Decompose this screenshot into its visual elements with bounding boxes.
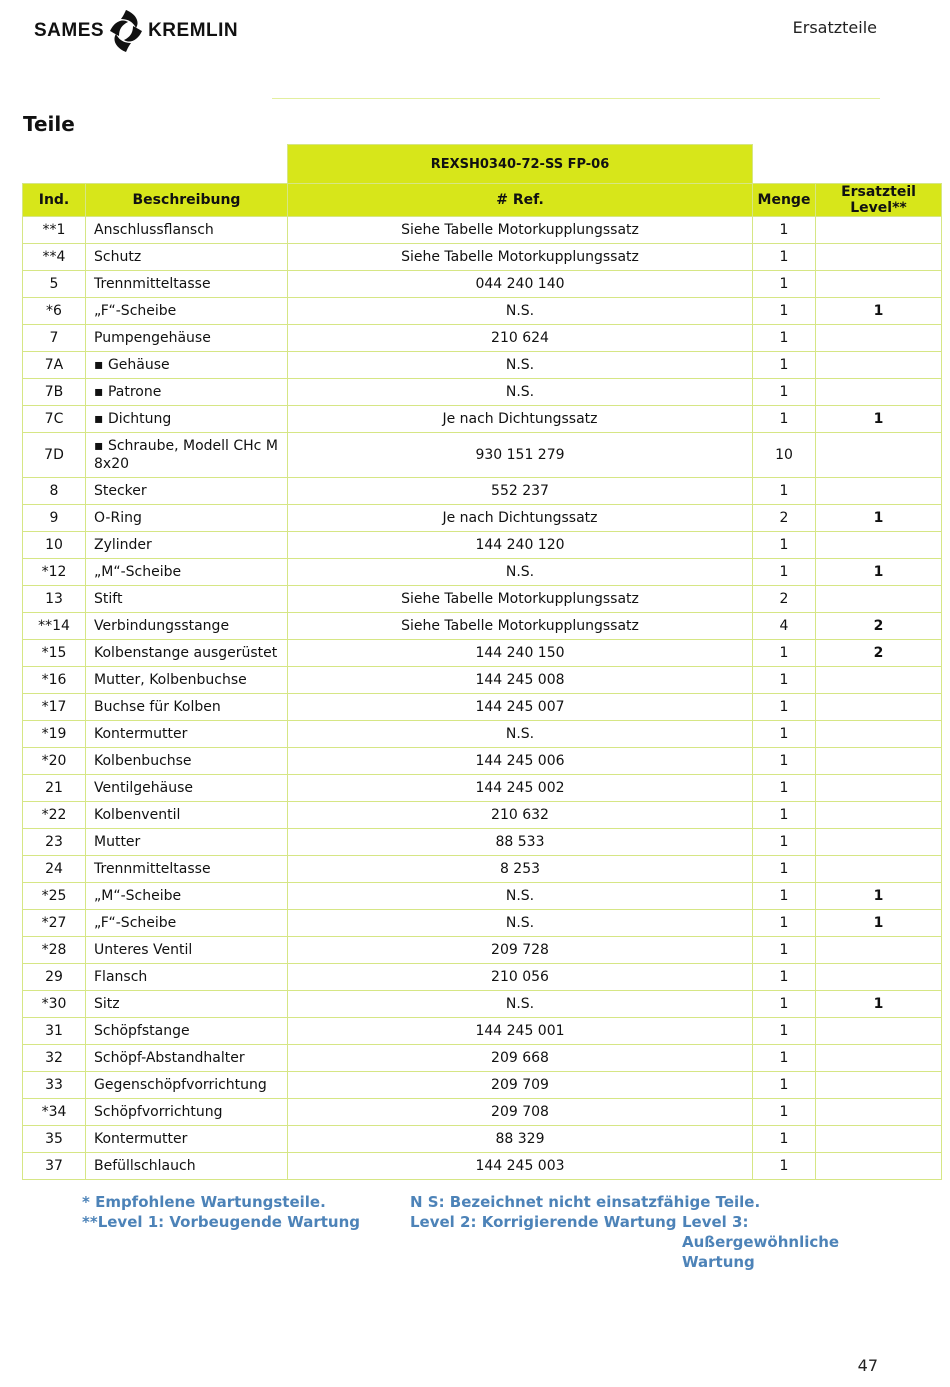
- cell-level: [816, 775, 942, 802]
- cell-ref: 144 240 150: [288, 640, 753, 667]
- table-row: [23, 991, 942, 1018]
- cell-qty: 1: [753, 1099, 816, 1126]
- cell-level: [816, 586, 942, 613]
- cell-level: [816, 1018, 942, 1045]
- section-title: Teile: [23, 112, 75, 136]
- cell-qty: 1: [753, 217, 816, 244]
- cell-qty: 1: [753, 856, 816, 883]
- cell-ind: 32: [23, 1045, 86, 1072]
- cell-ref: Siehe Tabelle Motorkupplungssatz: [288, 217, 753, 244]
- cell-desc: „F“-Scheibe: [86, 910, 288, 937]
- table-header-row: [23, 184, 942, 217]
- header-section-label: Ersatzteile: [792, 18, 877, 37]
- cell-qty: 1: [753, 298, 816, 325]
- cell-desc: Pumpengehäuse: [86, 325, 288, 352]
- cell-ind: *16: [23, 667, 86, 694]
- cell-ref: Je nach Dichtungssatz: [288, 406, 753, 433]
- cell-qty: 1: [753, 1126, 816, 1153]
- cell-desc: Schöpfstange: [86, 1018, 288, 1045]
- table-row: [23, 1126, 942, 1153]
- cell-desc: ▪ Gehäuse: [86, 352, 288, 379]
- cell-desc: Gegenschöpfvorrichtung: [86, 1072, 288, 1099]
- cell-ref: 209 709: [288, 1072, 753, 1099]
- cell-ref: 210 624: [288, 325, 753, 352]
- cell-ref: 88 533: [288, 829, 753, 856]
- cell-ref: 209 668: [288, 1045, 753, 1072]
- cell-ref: 210 056: [288, 964, 753, 991]
- cell-ind: *17: [23, 694, 86, 721]
- cell-ref: 144 240 120: [288, 532, 753, 559]
- cell-desc: Trennmitteltasse: [86, 271, 288, 298]
- cell-ref: Je nach Dichtungssatz: [288, 505, 753, 532]
- cell-ind: 7A: [23, 352, 86, 379]
- cell-ref: N.S.: [288, 379, 753, 406]
- table-row: [23, 406, 942, 433]
- cell-ref: 144 245 002: [288, 775, 753, 802]
- table-row: [23, 910, 942, 937]
- cell-qty: 1: [753, 1018, 816, 1045]
- cell-ind: *15: [23, 640, 86, 667]
- cell-desc: Stift: [86, 586, 288, 613]
- cell-level: [816, 964, 942, 991]
- column-header-desc: Beschreibung: [86, 184, 288, 217]
- cell-ref: 88 329: [288, 1126, 753, 1153]
- cell-ind: 31: [23, 1018, 86, 1045]
- cell-desc: Mutter: [86, 829, 288, 856]
- cell-qty: 2: [753, 505, 816, 532]
- table-row: [23, 748, 942, 775]
- model-row: [23, 145, 942, 184]
- cell-ind: 8: [23, 478, 86, 505]
- cell-desc: Schöpfvorrichtung: [86, 1099, 288, 1126]
- cell-ind: *34: [23, 1099, 86, 1126]
- cell-desc: Sitz: [86, 991, 288, 1018]
- logo-text-left: SAMES: [34, 20, 105, 41]
- cell-desc: „M“-Scheibe: [86, 883, 288, 910]
- note-level3-line2: Außergewöhnliche: [682, 1233, 840, 1251]
- cell-desc: Kolbenstange ausgerüstet: [86, 640, 288, 667]
- cell-level: [816, 1072, 942, 1099]
- table-row: [23, 640, 942, 667]
- cell-qty: 1: [753, 883, 816, 910]
- cell-qty: 1: [753, 1045, 816, 1072]
- note-ns: N S: Bezeichnet nicht einsatzfähige Teile.: [410, 1193, 761, 1211]
- table-row: [23, 667, 942, 694]
- cell-ref: N.S.: [288, 910, 753, 937]
- column-header-level: Ersatzteil Level**: [816, 184, 942, 217]
- column-header-ind: Ind.: [23, 184, 86, 217]
- cell-ref: Siehe Tabelle Motorkupplungssatz: [288, 586, 753, 613]
- cell-qty: 1: [753, 406, 816, 433]
- cell-desc: [86, 433, 288, 478]
- table-row: [23, 532, 942, 559]
- page-number: 47: [857, 1356, 878, 1375]
- cell-ind: *20: [23, 748, 86, 775]
- table-row: [23, 352, 942, 379]
- cell-level: [816, 937, 942, 964]
- note-level2: Level 2: Korrigierende Wartung: [410, 1213, 677, 1231]
- cell-ind: 33: [23, 1072, 86, 1099]
- cell-ind: 10: [23, 532, 86, 559]
- table-row: [23, 1072, 942, 1099]
- cell-qty: 1: [753, 379, 816, 406]
- cell-ref: 209 728: [288, 937, 753, 964]
- cell-ind: *25: [23, 883, 86, 910]
- cell-qty: 1: [753, 559, 816, 586]
- cell-level: [816, 829, 942, 856]
- header-divider: [272, 98, 880, 99]
- cell-ref: N.S.: [288, 883, 753, 910]
- cell-qty: 1: [753, 775, 816, 802]
- cell-ref: 144 245 008: [288, 667, 753, 694]
- cell-desc: ▪ Dichtung: [86, 406, 288, 433]
- cell-ref: Siehe Tabelle Motorkupplungssatz: [288, 613, 753, 640]
- cell-level: [816, 244, 942, 271]
- cell-ref: 8 253: [288, 856, 753, 883]
- logo-text-right: KREMLIN: [148, 20, 239, 41]
- cell-qty: 1: [753, 271, 816, 298]
- cell-ref: 144 245 003: [288, 1153, 753, 1180]
- cell-level: 1: [816, 559, 942, 586]
- cell-desc: O-Ring: [86, 505, 288, 532]
- cell-qty: 1: [753, 244, 816, 271]
- cell-qty: 1: [753, 532, 816, 559]
- note-recommended: * Empfohlene Wartungsteile.: [82, 1193, 326, 1211]
- page-header: [0, 0, 950, 110]
- table-row: [23, 379, 942, 406]
- cell-ind: *30: [23, 991, 86, 1018]
- cell-ind: 35: [23, 1126, 86, 1153]
- cell-desc: Flansch: [86, 964, 288, 991]
- cell-level: [816, 217, 942, 244]
- cell-level: 2: [816, 613, 942, 640]
- cell-ind: 37: [23, 1153, 86, 1180]
- cell-ref: 044 240 140: [288, 271, 753, 298]
- table-row: [23, 1018, 942, 1045]
- table-row: [23, 775, 942, 802]
- cell-qty: 1: [753, 910, 816, 937]
- table-row: [23, 937, 942, 964]
- cell-ref: 210 632: [288, 802, 753, 829]
- cell-ind: 9: [23, 505, 86, 532]
- note-level3-line1: Level 3:: [682, 1213, 749, 1231]
- cell-level: [816, 721, 942, 748]
- brand-logo: [34, 6, 238, 56]
- cell-level: [816, 352, 942, 379]
- cell-qty: 1: [753, 829, 816, 856]
- parts-table: [22, 144, 942, 1180]
- cell-desc: Kontermutter: [86, 721, 288, 748]
- cell-qty: 1: [753, 352, 816, 379]
- cell-qty: 1: [753, 721, 816, 748]
- cell-qty: 1: [753, 748, 816, 775]
- cell-ref: 144 245 006: [288, 748, 753, 775]
- note-level3-line3: Wartung: [682, 1253, 755, 1271]
- cell-desc: Buchse für Kolben: [86, 694, 288, 721]
- cell-qty: 4: [753, 613, 816, 640]
- cell-ind: 29: [23, 964, 86, 991]
- cell-level: [816, 1126, 942, 1153]
- table-row: [23, 829, 942, 856]
- table-row: [23, 586, 942, 613]
- table-row: [23, 1153, 942, 1180]
- cell-desc: Verbindungsstange: [86, 613, 288, 640]
- cell-ref: 144 245 001: [288, 1018, 753, 1045]
- cell-qty: 1: [753, 325, 816, 352]
- cell-desc: Unteres Ventil: [86, 937, 288, 964]
- cell-qty: 1: [753, 802, 816, 829]
- cell-desc: Schöpf-Abstandhalter: [86, 1045, 288, 1072]
- cell-ref: N.S.: [288, 721, 753, 748]
- table-row: [23, 217, 942, 244]
- cell-ref: Siehe Tabelle Motorkupplungssatz: [288, 244, 753, 271]
- cell-level: [816, 748, 942, 775]
- note-level1: **Level 1: Vorbeugende Wartung: [82, 1213, 360, 1231]
- cell-ref: N.S.: [288, 298, 753, 325]
- table-row: [23, 883, 942, 910]
- cell-ind: 7: [23, 325, 86, 352]
- model-row-spacer-right: [753, 145, 942, 184]
- cell-qty: 2: [753, 586, 816, 613]
- cell-qty: 1: [753, 1072, 816, 1099]
- cell-ind: 21: [23, 775, 86, 802]
- cell-ind: 7B: [23, 379, 86, 406]
- table-row: [23, 298, 942, 325]
- cell-ind: 13: [23, 586, 86, 613]
- table-row: [23, 505, 942, 532]
- cell-ind: *27: [23, 910, 86, 937]
- model-row-spacer: [23, 145, 288, 184]
- swirl-logo-icon: [106, 6, 146, 56]
- cell-ind: **4: [23, 244, 86, 271]
- cell-level: [816, 271, 942, 298]
- cell-level: [816, 325, 942, 352]
- cell-ind: 7C: [23, 406, 86, 433]
- cell-desc: Schutz: [86, 244, 288, 271]
- table-row: [23, 559, 942, 586]
- table-row: [23, 325, 942, 352]
- cell-level: 1: [816, 883, 942, 910]
- cell-desc: Zylinder: [86, 532, 288, 559]
- cell-level: 1: [816, 298, 942, 325]
- cell-ind: 5: [23, 271, 86, 298]
- cell-desc: „M“-Scheibe: [86, 559, 288, 586]
- cell-qty: 1: [753, 991, 816, 1018]
- cell-desc: ▪ Patrone: [86, 379, 288, 406]
- table-row: [23, 244, 942, 271]
- table-row: [23, 271, 942, 298]
- cell-level: [816, 478, 942, 505]
- cell-qty: 1: [753, 667, 816, 694]
- cell-qty: 1: [753, 937, 816, 964]
- cell-level: 1: [816, 406, 942, 433]
- cell-ind: 24: [23, 856, 86, 883]
- cell-qty: 1: [753, 694, 816, 721]
- table-row: [23, 694, 942, 721]
- table-row: [23, 964, 942, 991]
- cell-desc: Kontermutter: [86, 1126, 288, 1153]
- cell-level: [816, 532, 942, 559]
- cell-desc: Mutter, Kolbenbuchse: [86, 667, 288, 694]
- column-header-ref: # Ref.: [288, 184, 753, 217]
- cell-qty: 1: [753, 640, 816, 667]
- cell-ref: N.S.: [288, 991, 753, 1018]
- cell-ind: 7D: [23, 433, 86, 478]
- table-row: [23, 613, 942, 640]
- cell-level: [816, 694, 942, 721]
- cell-level: 1: [816, 991, 942, 1018]
- cell-desc: Befüllschlauch: [86, 1153, 288, 1180]
- table-row: [23, 1099, 942, 1126]
- cell-ref: N.S.: [288, 559, 753, 586]
- cell-desc: Kolbenbuchse: [86, 748, 288, 775]
- cell-desc: Stecker: [86, 478, 288, 505]
- cell-level: [816, 802, 942, 829]
- cell-desc-text: ▪ Schraube, Modell CHc M 8x20: [94, 438, 278, 472]
- cell-level: [816, 1099, 942, 1126]
- cell-desc: Ventilgehäuse: [86, 775, 288, 802]
- cell-ind: *28: [23, 937, 86, 964]
- cell-qty: 1: [753, 1153, 816, 1180]
- cell-ref: N.S.: [288, 352, 753, 379]
- cell-ind: *12: [23, 559, 86, 586]
- cell-ind: 23: [23, 829, 86, 856]
- table-row: [23, 1045, 942, 1072]
- cell-ind: *6: [23, 298, 86, 325]
- cell-level: [816, 433, 942, 478]
- table-row: [23, 478, 942, 505]
- cell-ref: 930 151 279: [288, 433, 753, 478]
- cell-qty: 1: [753, 964, 816, 991]
- table-row: [23, 856, 942, 883]
- table-row: [23, 721, 942, 748]
- cell-level: [816, 856, 942, 883]
- cell-ref: 144 245 007: [288, 694, 753, 721]
- cell-level: [816, 1045, 942, 1072]
- cell-level: 1: [816, 910, 942, 937]
- cell-qty: 10: [753, 433, 816, 478]
- cell-ind: **1: [23, 217, 86, 244]
- cell-level: [816, 379, 942, 406]
- table-row: [23, 802, 942, 829]
- column-header-qty: Menge: [753, 184, 816, 217]
- cell-desc: Kolbenventil: [86, 802, 288, 829]
- cell-ref: 209 708: [288, 1099, 753, 1126]
- cell-level: 2: [816, 640, 942, 667]
- cell-level: 1: [816, 505, 942, 532]
- cell-desc: „F“-Scheibe: [86, 298, 288, 325]
- cell-ind: *19: [23, 721, 86, 748]
- table-row: [23, 433, 942, 478]
- cell-level: [816, 667, 942, 694]
- cell-ref: 552 237: [288, 478, 753, 505]
- cell-desc: Trennmitteltasse: [86, 856, 288, 883]
- cell-desc: Anschlussflansch: [86, 217, 288, 244]
- cell-level: [816, 1153, 942, 1180]
- cell-ind: **14: [23, 613, 86, 640]
- model-cell: REXSH0340-72-SS FP-06: [288, 145, 753, 184]
- cell-qty: 1: [753, 478, 816, 505]
- cell-ind: *22: [23, 802, 86, 829]
